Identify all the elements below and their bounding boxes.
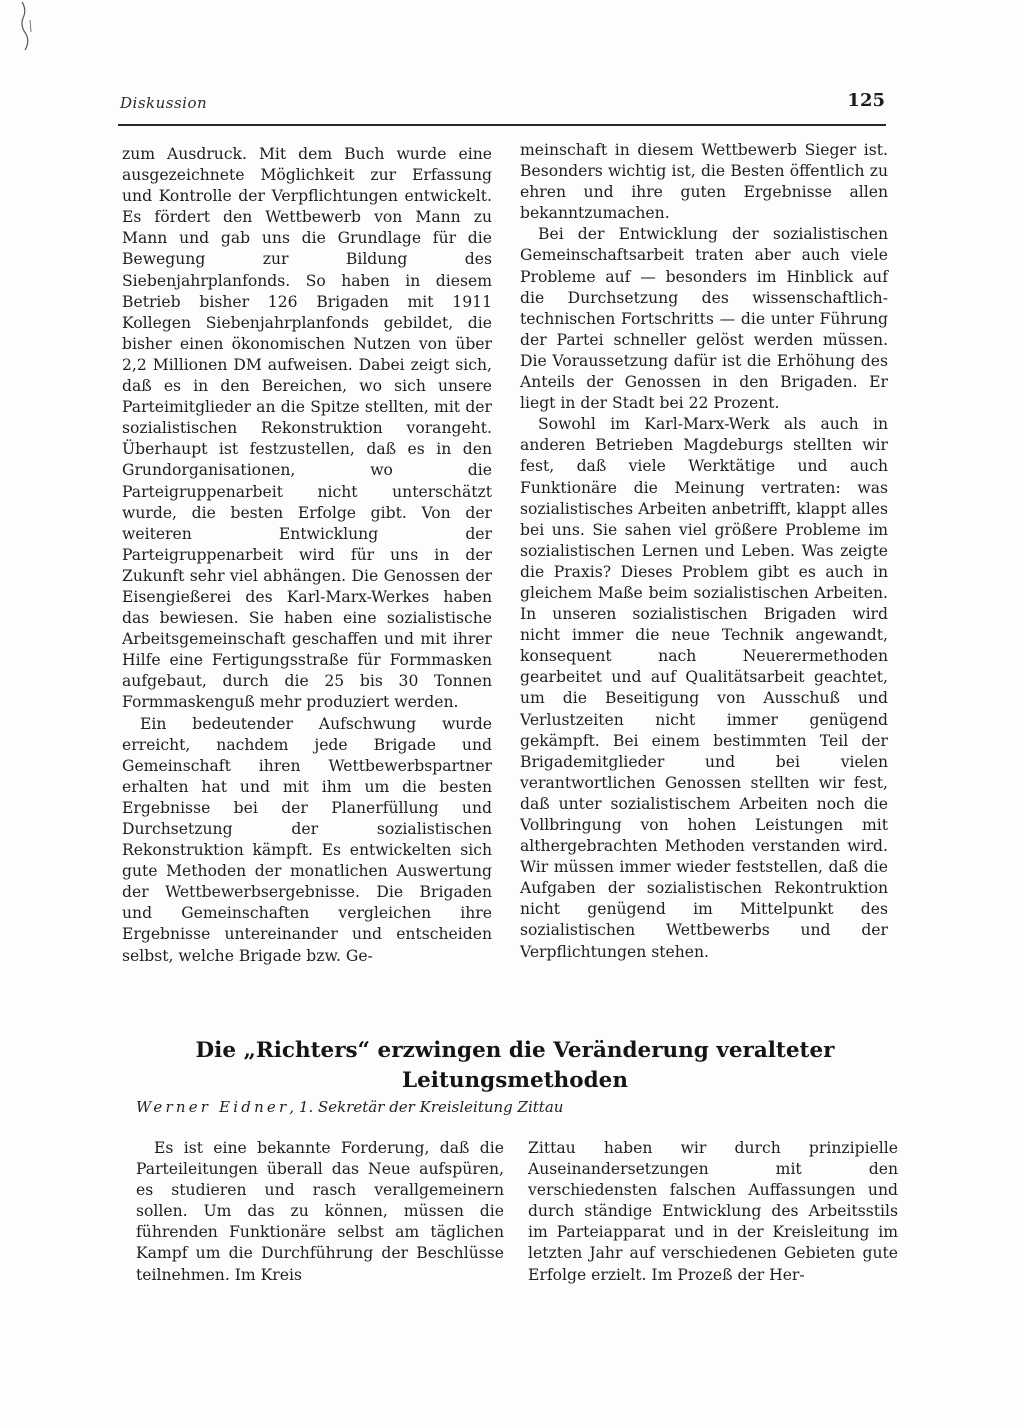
column-right-bottom	[528, 1138, 898, 1286]
paragraph: meinschaft in diesem Wettbewerb Sieger ist. Besonders wichtig ist, die Besten öffentlich zu ehren und ihre guten Ergebnisse allen bekanntzumachen.	[520, 141, 888, 223]
column-left-top	[122, 144, 492, 967]
paragraph: Es ist eine bekannte Forderung, daß die Parteileitungen überall das Neue aufspüren, es studieren und rasch verallgemeinern sollen. Um das zu können, müssen die führenden Funktionäre selbst am täglichen Kampf um die Durchführung der Beschlüsse teilnehmen. Im Kreis	[136, 1139, 504, 1284]
page-number: 125	[847, 90, 885, 111]
page-header	[120, 90, 885, 122]
paragraph: Sowohl im Karl-Marx-Werk als auch in anderen Betrieben Magdeburgs stellten wir fest, daß viele Werktätige und auch Funktionäre die Meinung vertraten: was sozialistisches Arbeiten anbetrifft, klappt alles bei uns. Sie sahen viel größere Probleme im sozialistischen Lernen und Leben. Was zeigte die Praxis? Dieses Problem gibt es auch in gleichem Maße beim sozialistischen Arbeiten. In unseren sozialistischen Brigaden wird nicht immer die neue Technik angewandt, konsequent nach Neuerermethoden gearbeitet und auf Qualitätsarbeit geachtet, um die Beseitigung von Ausschuß und Verlustzeiten nicht immer genügend gekämpft. Bei einem bestimmten Teil der Brigademitglieder und bei vielen verantwortlichen Genossen stellten wir fest, daß unter sozialistischem Arbeiten noch die Vollbringung von hohen Leistungen mit althergebrachten Methoden verstanden wird. Wir müssen immer wieder feststellen, daß die Aufgaben der sozialistischen Rekontruktion nicht genügend im Mittelpunkt des sozialistischen Wettbewerbs und der Verpflichtungen stehen.	[520, 415, 888, 961]
paragraph: Ein bedeutender Aufschwung wurde erreicht, nachdem jede Brigade und Gemeinschaft ihren Wettbewerbspartner erhalten hat und mit ihm um die besten Ergebnisse bei der Planerfüllung und Durchsetzung der sozialistischen Rekonstruktion kämpft. Es entwickelten sich gute Methoden der monatlichen Auswertung der Wettbewerbsergebnisse. Die Brigaden und Gemeinschaften vergleichen ihre Ergebnisse untereinander und entscheiden selbst, welche Brigade bzw. Ge-	[122, 714, 492, 965]
paragraph: Zittau haben wir durch prinzipielle Auseinandersetzungen mit den verschiedensten falschen Auffassungen und durch ständige Entwicklung des Arbeitsstils im Parteiapparat und in der Kreisleitung im letzten Jahr auf verschiedenen Gebieten gute Erfolge erzielt. Im Prozeß der Her-	[528, 1139, 898, 1284]
author-role: , 1. Sekretär der Kreisleitung Zittau	[289, 1098, 564, 1116]
paragraph: zum Ausdruck. Mit dem Buch wurde eine ausgezeichnete Möglichkeit zur Erfassung und Kontrolle der Verpflichtungen entwickelt. Es fördert den Wettbewerb von Mann zu Mann und gab uns die Grundlage für die Bewegung zur Bildung des Siebenjahrplanfonds. So haben in diesem Betrieb bisher 126 Brigaden mit 1911 Kollegen Siebenjahrplanfonds gebildet, die bisher einen ökonomischen Nutzen von über 2,2 Millionen DM aufweisen. Dabei zeigt sich, daß es in den Bereichen, wo sich unsere Parteimitglieder an die Spitze stellten, mit der sozialistischen Rekonstruktion vorangeht. Überhaupt ist festzustellen, daß es in den Grundorganisationen, wo die Parteigruppenarbeit nicht unterschätzt wurde, die besten Erfolge gibt. Von der weiteren Entwicklung der Parteigruppenarbeit wird für uns in der Zukunft sehr viel abhängen. Die Genossen der Eisengießerei des Karl-Marx-Werkes haben das bewiesen. Sie haben eine sozialistische Arbeitsgemeinschaft geschaffen und mit ihrer Hilfe eine Fertigungsstraße für Formmasken aufgebaut, durch die 25 bis 30 Tonnen Formmaskenguß mehr produziert werden.	[122, 145, 492, 712]
column-left-bottom	[136, 1138, 504, 1286]
author-name: Werner Eidner	[136, 1098, 290, 1116]
paragraph: Bei der Entwicklung der sozialistischen Gemeinschaftsarbeit traten aber auch viele Probleme auf — besonders im Hinblick auf die Durchsetzung des wissenschaftlich-technischen Fortschritts — die unter Führung der Partei schneller gelöst werden müssen. Die Voraussetzung dafür ist die Erhöhung des Anteils der Genossen in den Brigaden. Er liegt in der Stadt bei 22 Prozent.	[520, 225, 888, 413]
article-title-line: Die „Richters“ erzwingen die Veränderung veralteter	[195, 1038, 835, 1063]
header-rule	[118, 124, 886, 126]
scan-edge-mark	[18, 0, 36, 70]
article-title	[130, 1036, 900, 1096]
running-head: Diskussion	[120, 94, 208, 112]
column-right-top	[520, 140, 888, 963]
article-title-line: Leitungsmethoden	[402, 1068, 628, 1093]
article-byline	[136, 1098, 896, 1116]
